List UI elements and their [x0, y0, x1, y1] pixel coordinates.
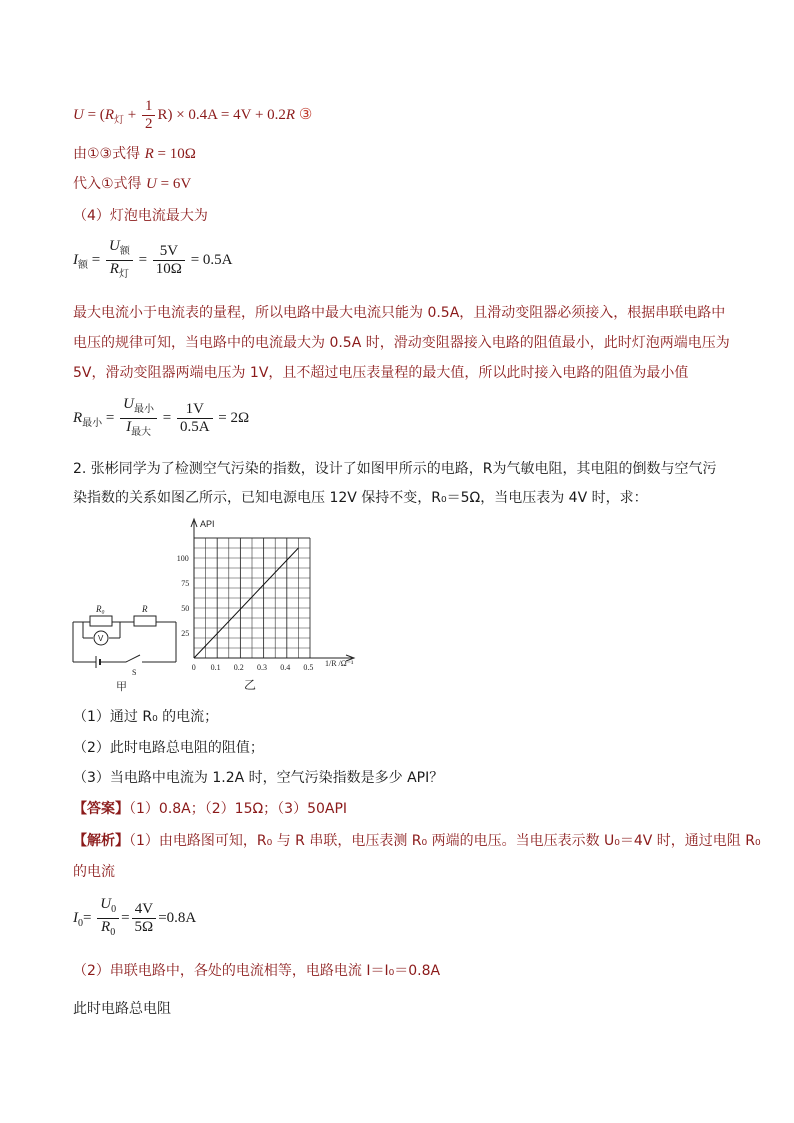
switch-blade — [126, 655, 140, 662]
answer-tag: 【答案】 — [73, 801, 129, 817]
analysis-tag: 【解析】 — [73, 833, 129, 849]
answer-text: （1）0.8A；（2）15Ω；（3）50API — [129, 801, 348, 817]
y-tick-label: 100 — [176, 554, 189, 563]
fraction-den: I — [126, 419, 132, 435]
r-resistor — [134, 616, 156, 626]
r-label: R — [142, 604, 148, 614]
last-line: 此时电路总电阻 — [73, 1001, 171, 1017]
q2-line: （2）串联电路中，各处的电流相等，电路电流 I＝I₀＝0.8A — [73, 963, 441, 979]
line-from-13 — [73, 143, 196, 163]
y-axis-label: API — [200, 519, 215, 529]
equation-i0 — [73, 896, 196, 941]
eq-subscript: 最小 — [133, 404, 154, 415]
eq-subscript: 额 — [78, 259, 88, 271]
fraction-den: 5Ω — [134, 919, 154, 935]
eq-text: = ( — [87, 106, 105, 123]
eq-symbol: U — [146, 176, 157, 192]
eq-text: R) × 0.4A = 4V + 0.2 — [157, 106, 286, 123]
eq-symbol: I — [73, 251, 78, 268]
x-axis-label: 1/R /Ω⁻¹ — [325, 659, 354, 668]
eq-subscript: 0 — [78, 917, 83, 929]
fraction-den: 10Ω — [155, 261, 182, 277]
eq-text: = — [121, 909, 130, 926]
eq-text: = — [105, 409, 115, 426]
fraction-den: R — [109, 261, 119, 277]
series-line — [194, 548, 298, 658]
eq-symbol: R — [144, 146, 154, 162]
eq-text: = 0.5A — [190, 251, 233, 268]
line-sub-1 — [73, 173, 191, 193]
fraction-den: 2 — [144, 116, 153, 132]
fraction-num: 5V — [153, 243, 185, 261]
eq-text: = — [162, 409, 172, 426]
eq-text: =0.8A — [158, 909, 197, 926]
eq-text: = — [138, 251, 148, 268]
x-tick-label: 0.3 — [257, 663, 267, 672]
fraction-num: U — [108, 238, 120, 254]
eq-text: = — [91, 251, 101, 268]
x-tick-label: 0.4 — [280, 663, 291, 672]
x-tick-label: 0.2 — [233, 663, 244, 672]
fraction-num: 1 — [142, 98, 156, 116]
x-tick-label: 0 — [191, 663, 196, 672]
fraction-den: R — [101, 919, 111, 935]
eq-subscript: 最小 — [82, 417, 103, 429]
sub-question-3: （3）当电路中电流为 1.2A 时，空气污染指数是多少 API？ — [73, 770, 444, 786]
x-tick-label: 0.5 — [303, 663, 314, 672]
para-line-3: 5V，滑动变阻器两端电压为 1V，且不超过电压表量程的最大值，所以此时接入电路的阻值为最小值 — [73, 365, 689, 381]
equation-voltage — [73, 98, 312, 133]
y-tick-label: 50 — [181, 604, 190, 613]
eq-subscript: 0 — [111, 904, 117, 915]
analysis-line-1 — [73, 830, 761, 850]
line-text: 代入①式得 — [73, 176, 142, 192]
fraction-num: U — [100, 896, 112, 912]
fraction — [153, 243, 185, 278]
eq-value: = 6V — [156, 176, 192, 192]
analysis-text: （1）由电路图可知，R₀ 与 R 串联，电压表测 R₀ 两端的电压。当电压表示数 U₀＝4V 时，通过电阻 R₀ — [129, 833, 761, 849]
equation-max-current — [73, 238, 232, 283]
fraction-num: U — [123, 396, 134, 412]
api-chart — [172, 513, 362, 693]
eq-subscript: 额 — [119, 246, 130, 257]
q4-heading: （4）灯泡电流最大为 — [73, 208, 208, 224]
eq-text: + — [127, 106, 137, 123]
answer-line — [73, 798, 347, 818]
eq-value: = 10Ω — [153, 146, 196, 162]
eq-symbol: R — [73, 409, 83, 426]
eq-symbol: R — [285, 106, 296, 123]
eq-symbol: R — [104, 106, 114, 123]
equation-min-resistance — [73, 396, 249, 441]
line-text: 由①③式得 — [73, 146, 141, 162]
eq-subscript: 0 — [110, 927, 116, 938]
sub-question-2: （2）此时电路总电阻的阻值； — [73, 740, 264, 756]
eq-subscript: 灯 — [118, 269, 129, 280]
eq-subscript: 最大 — [131, 427, 152, 438]
problem2-line-2: 染指数的关系如图乙所示，已知电源电压 12V 保持不变，R₀＝5Ω，当电压表为 4V 时，求： — [73, 490, 648, 506]
eq-text: = 2Ω — [218, 409, 250, 426]
problem2-line-1: 2. 张彬同学为了检测空气污染的指数，设计了如图甲所示的电路，R为气敏电阻，其电阻的倒数与空气污 — [73, 461, 717, 477]
para-line-1: 最大电流小于电流表的量程，所以电路中最大电流只能为 0.5A，且滑动变阻器必须接入，根据串联电路中 — [73, 305, 726, 321]
fraction-num: 4V — [132, 901, 157, 919]
analysis-line-2: 的电流 — [73, 864, 115, 880]
circled-number: ③ — [298, 106, 313, 123]
r0-resistor — [90, 616, 112, 626]
fraction-num: 1V — [177, 401, 213, 419]
fraction — [132, 901, 157, 936]
switch-label: S — [132, 668, 137, 677]
eq-text: = — [83, 909, 92, 926]
voltmeter-label: V — [98, 634, 104, 643]
sub-question-1: （1）通过 R₀ 的电流； — [73, 709, 219, 725]
para-line-2: 电压的规律可知，当电路中的电流最大为 0.5A 时，滑动变阻器接入电路的阻值最小，此时灯泡两端电压为 — [73, 335, 730, 351]
eq-subscript: 灯 — [113, 114, 124, 126]
fraction-den: 0.5A — [179, 419, 210, 435]
fraction — [120, 396, 157, 441]
fraction — [106, 238, 133, 283]
x-tick-label: 0.1 — [210, 663, 221, 672]
circuit-diagram — [68, 600, 188, 695]
fraction — [97, 896, 119, 941]
eq-symbol: U — [73, 106, 84, 123]
fraction — [177, 401, 213, 436]
circuit-caption: 甲 — [116, 680, 127, 693]
eq-symbol: I — [73, 909, 78, 926]
fraction — [142, 98, 156, 133]
r0-label: R₀ — [96, 604, 105, 614]
y-tick-label: 25 — [181, 629, 190, 638]
chart-caption: 乙 — [244, 678, 257, 692]
y-tick-label: 75 — [181, 579, 190, 588]
